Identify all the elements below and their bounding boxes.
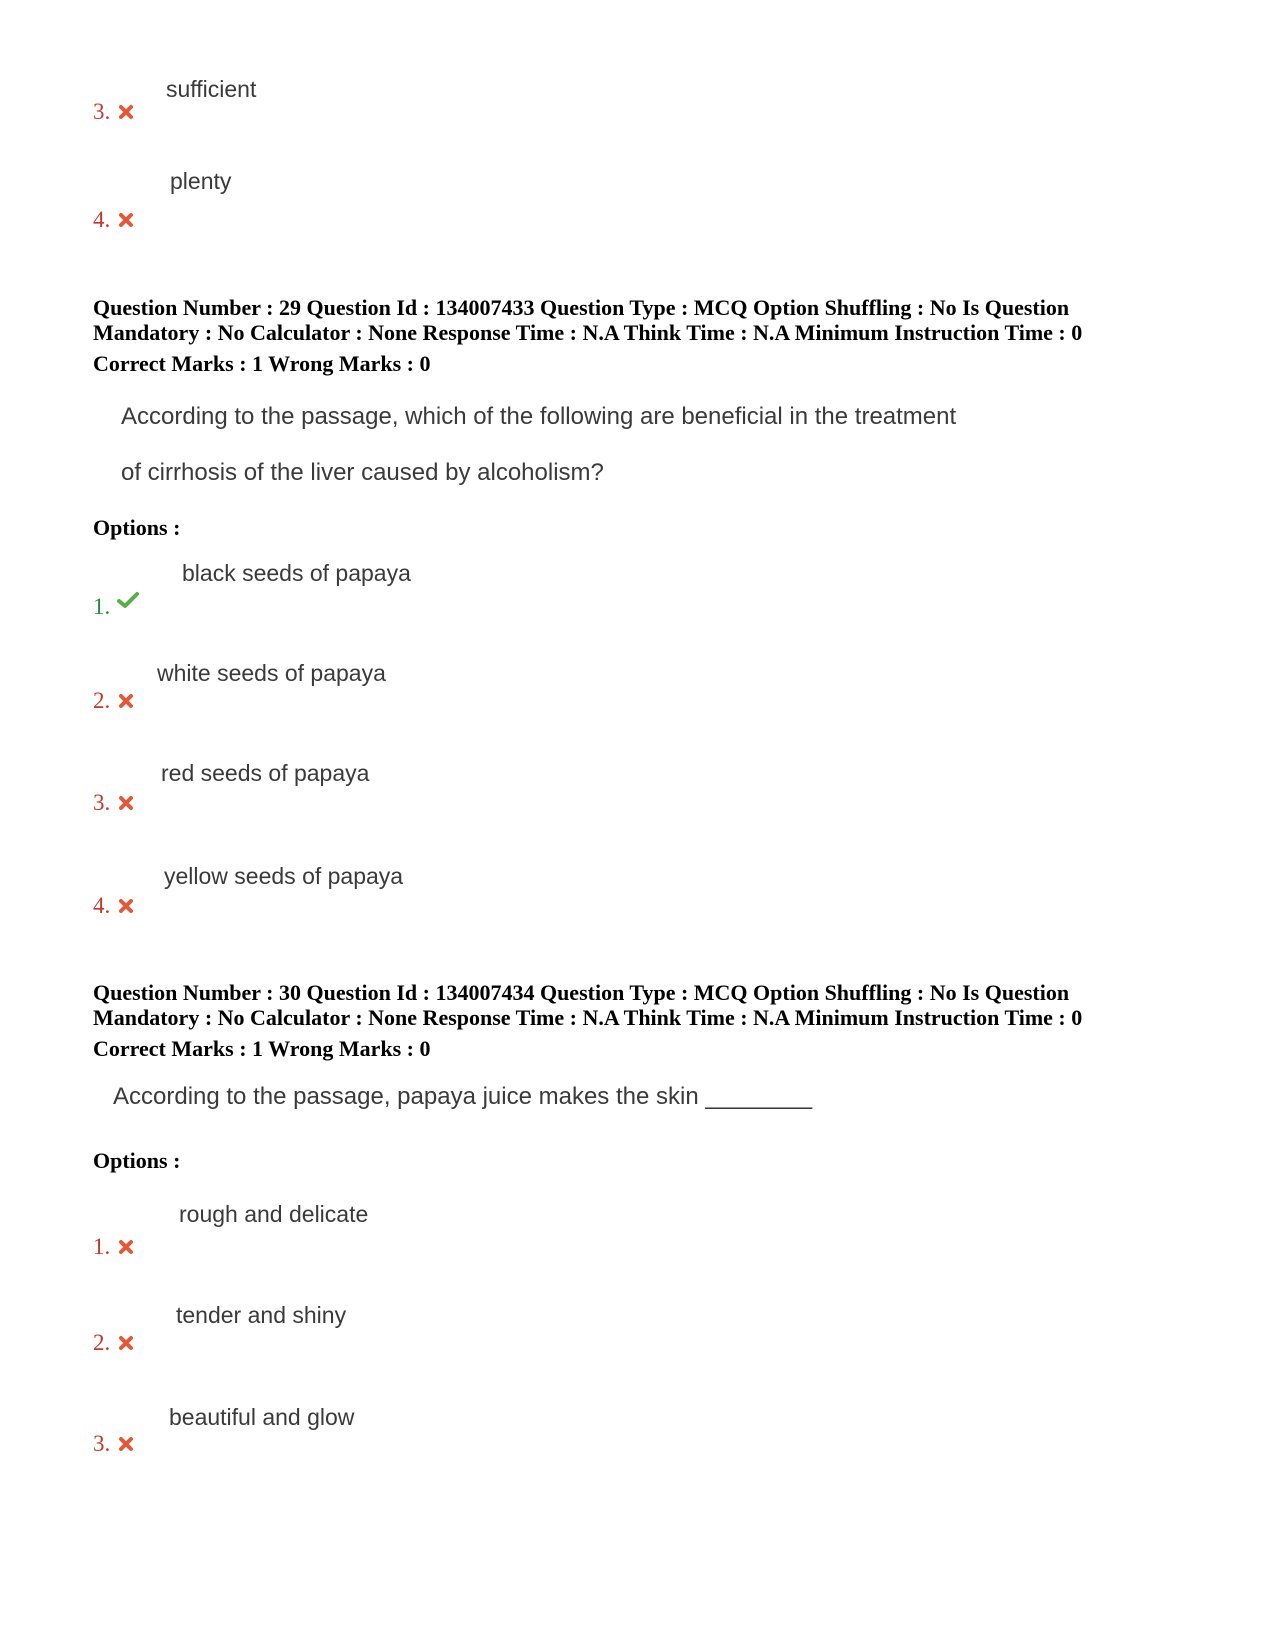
option-text: yellow seeds of papaya — [164, 863, 404, 889]
option-text: black seeds of papaya — [182, 560, 411, 586]
question-meta-line: Mandatory : No Calculator : None Response Time : N.A Think Time : N.A Minimum Instruction Time : 0 — [93, 1005, 1083, 1030]
option-text: red seeds of papaya — [161, 760, 370, 786]
option-number: 4. — [93, 893, 111, 918]
option-number: 1. — [93, 1234, 111, 1259]
option-text: plenty — [170, 168, 232, 194]
option-number: 2. — [93, 688, 111, 713]
option-number: 3. — [93, 790, 111, 815]
cross-icon — [118, 898, 134, 914]
check-icon — [117, 591, 139, 609]
option-number: 3. — [93, 1431, 111, 1456]
question-stem-line: According to the passage, papaya juice makes the skin ________ — [113, 1083, 813, 1110]
option-text: tender and shiny — [176, 1302, 347, 1328]
question-stem-line: According to the passage, which of the following are beneficial in the treatment — [121, 403, 957, 430]
options-label: Options : — [93, 1148, 181, 1173]
question-meta-line: Question Number : 30 Question Id : 134007434 Question Type : MCQ Option Shuffling : No Is Question — [93, 980, 1070, 1005]
option-text: sufficient — [166, 76, 257, 102]
question-meta-line: Mandatory : No Calculator : None Response Time : N.A Think Time : N.A Minimum Instruction Time : 0 — [93, 320, 1083, 345]
option-text: rough and delicate — [179, 1201, 369, 1227]
question-stem-line: of cirrhosis of the liver caused by alcoholism? — [121, 459, 604, 486]
cross-icon — [118, 212, 134, 228]
cross-icon — [118, 1436, 134, 1452]
cross-icon — [118, 1239, 134, 1255]
question-marks: Correct Marks : 1 Wrong Marks : 0 — [93, 351, 431, 376]
option-number: 3. — [93, 99, 111, 124]
option-number: 2. — [93, 1330, 111, 1355]
option-number: 1. — [93, 594, 111, 619]
options-label: Options : — [93, 515, 181, 540]
cross-icon — [118, 693, 134, 709]
option-text: beautiful and glow — [169, 1404, 355, 1430]
cross-icon — [118, 1335, 134, 1351]
cross-icon — [118, 795, 134, 811]
option-text: white seeds of papaya — [157, 660, 386, 686]
question-marks: Correct Marks : 1 Wrong Marks : 0 — [93, 1036, 431, 1061]
cross-icon — [118, 104, 134, 120]
question-meta-line: Question Number : 29 Question Id : 134007433 Question Type : MCQ Option Shuffling : No Is Question — [93, 295, 1070, 320]
option-number: 4. — [93, 207, 111, 232]
